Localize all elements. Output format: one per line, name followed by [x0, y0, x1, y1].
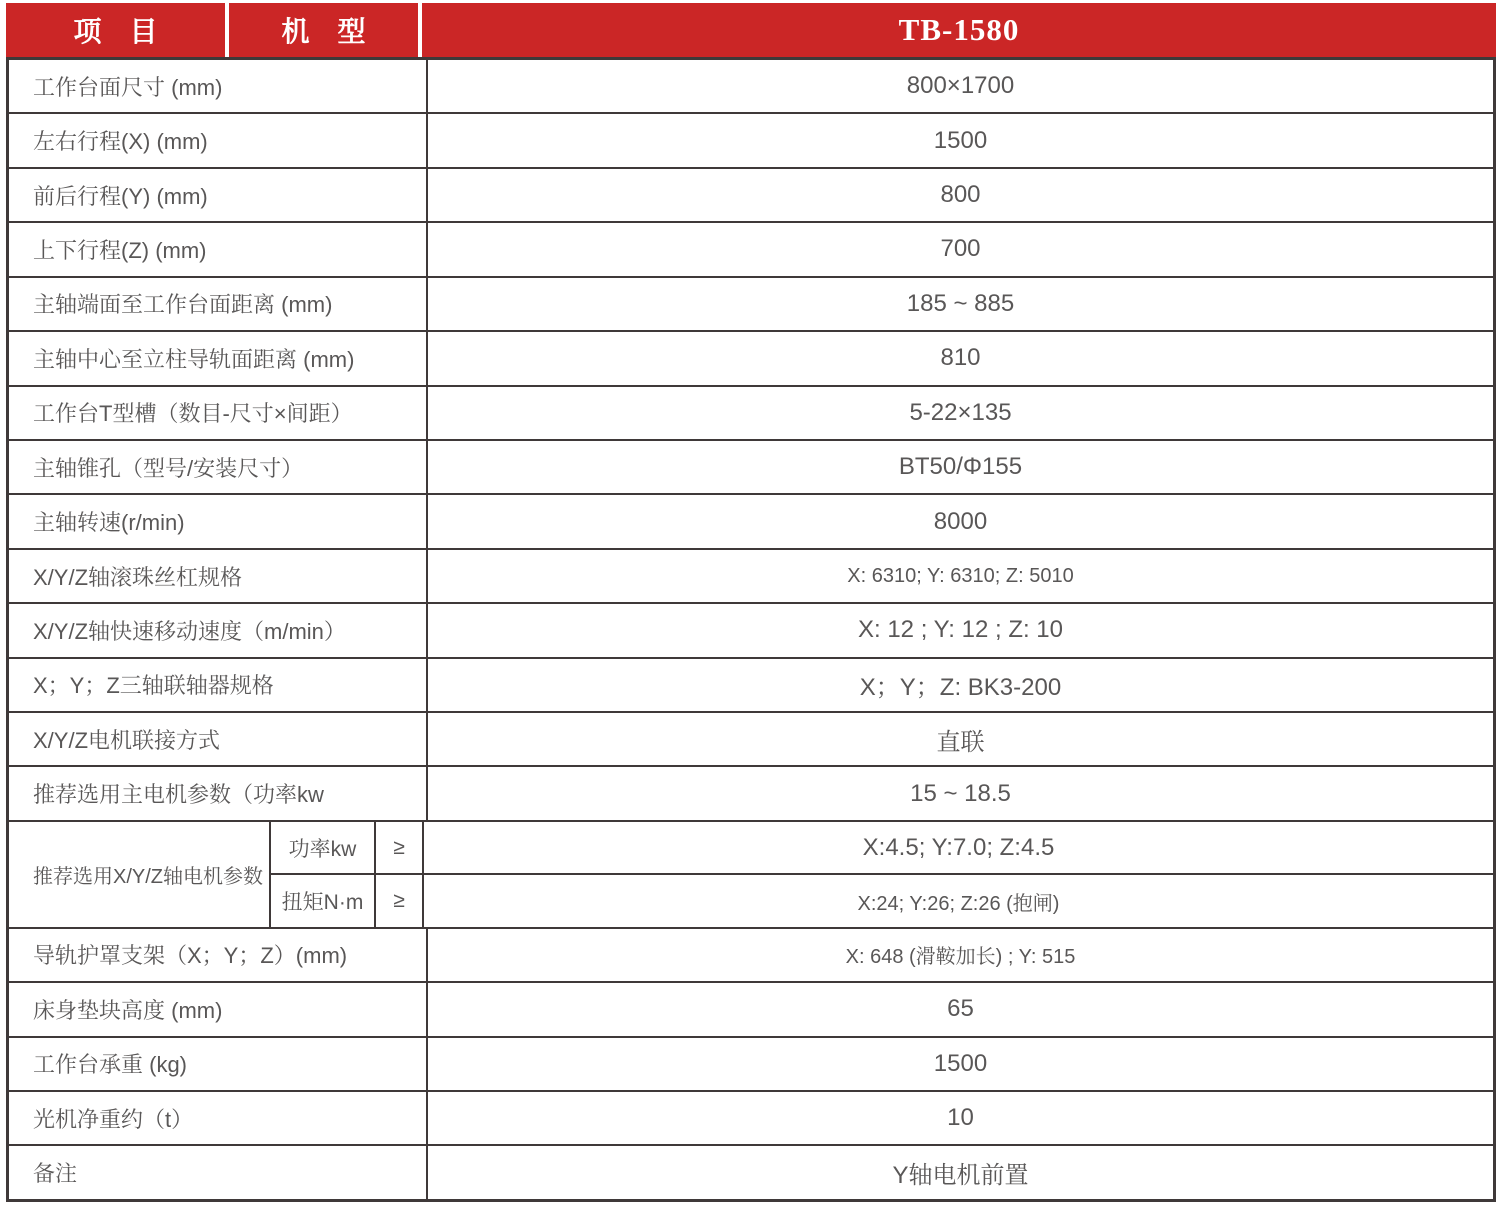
header-model-name: TB-1580	[898, 12, 1020, 47]
table-row	[9, 548, 1493, 602]
row-label: 推荐选用主电机参数（功率kw	[9, 767, 428, 819]
table-row	[9, 657, 1493, 711]
row-label: X/Y/Z轴滚珠丝杠规格	[9, 550, 428, 602]
row-label: X/Y/Z电机联接方式	[9, 713, 428, 765]
row-label: X；Y；Z三轴联轴器规格	[9, 659, 428, 711]
table-row	[9, 765, 1493, 819]
row-value: 直联	[936, 728, 985, 756]
motor-param-value: X:24; Y:26; Z:26 (抱闸)	[857, 892, 1060, 915]
row-label: 工作台T型槽（数目-尺寸×间距）	[9, 387, 428, 439]
motor-subrow	[271, 822, 1493, 873]
motor-param-value: X:4.5; Y:7.0; Z:4.5	[862, 833, 1055, 861]
table-row	[9, 330, 1493, 384]
row-label: X/Y/Z轴快速移动速度（m/min）	[9, 604, 428, 656]
row-label: 光机净重约（t）	[9, 1092, 428, 1144]
row-value: 700	[940, 235, 981, 263]
row-value: 800×1700	[906, 72, 1015, 100]
table-row	[9, 1144, 1493, 1198]
row-value: 65	[947, 995, 974, 1023]
table-row	[9, 981, 1493, 1035]
row-label: 主轴锥孔（型号/安装尺寸）	[9, 441, 428, 493]
table-header-row	[6, 3, 1496, 57]
motor-param-name: 功率kw	[271, 822, 376, 873]
table-row	[9, 167, 1493, 221]
table-row	[9, 1036, 1493, 1090]
row-value: 810	[940, 344, 981, 372]
gte-symbol: ≥	[376, 875, 424, 926]
table-row	[9, 112, 1493, 166]
row-label: 主轴端面至工作台面距离 (mm)	[9, 278, 428, 330]
row-value: 8000	[933, 507, 988, 535]
table-row	[9, 711, 1493, 765]
row-label: 左右行程(X) (mm)	[9, 114, 428, 166]
row-label: 前后行程(Y) (mm)	[9, 169, 428, 221]
table-row	[9, 60, 1493, 112]
spec-table	[6, 3, 1496, 1202]
row-value: X: 648 (滑鞍加长) ; Y: 515	[845, 946, 1076, 969]
row-value: 1500	[933, 1049, 988, 1077]
row-label: 床身垫块高度 (mm)	[9, 983, 428, 1035]
row-value: X: 6310; Y: 6310; Z: 5010	[847, 564, 1074, 587]
row-value: Y轴电机前置	[892, 1162, 1029, 1190]
row-value: 15 ~ 18.5	[910, 779, 1011, 807]
row-value: 5-22×135	[909, 398, 1012, 426]
row-value: 185 ~ 885	[906, 289, 1015, 317]
header-model-column: 机 型	[229, 3, 422, 57]
row-value: X；Y；Z: BK3-200	[859, 674, 1062, 702]
row-value: 1500	[933, 126, 988, 154]
row-label: 主轴中心至立柱导轨面距离 (mm)	[9, 332, 428, 384]
row-value: X: 12 ; Y: 12 ; Z: 10	[857, 616, 1064, 644]
motor-subrows	[271, 822, 1493, 927]
motor-subrow	[271, 873, 1493, 926]
row-label: 上下行程(Z) (mm)	[9, 223, 428, 275]
row-label: 工作台承重 (kg)	[9, 1038, 428, 1090]
table-row	[9, 439, 1493, 493]
gte-symbol: ≥	[376, 822, 424, 873]
table-row	[9, 927, 1493, 981]
row-label: 主轴转速(r/min)	[9, 495, 428, 547]
motor-params-group	[9, 820, 1493, 927]
spec-table-body	[6, 57, 1496, 1202]
table-row	[9, 276, 1493, 330]
table-row	[9, 385, 1493, 439]
row-value: 10	[947, 1104, 974, 1132]
row-value: BT50/Φ155	[898, 453, 1023, 481]
row-value: 800	[940, 181, 981, 209]
motor-group-label: 推荐选用X/Y/Z轴电机参数	[9, 822, 271, 927]
table-row	[9, 221, 1493, 275]
header-items-column: 项 目	[6, 3, 229, 57]
row-label: 导轨护罩支架（X；Y；Z）(mm)	[9, 929, 428, 981]
table-row	[9, 493, 1493, 547]
motor-param-name: 扭矩N·m	[271, 875, 376, 926]
table-row	[9, 1090, 1493, 1144]
row-label: 工作台面尺寸 (mm)	[9, 60, 428, 112]
row-label: 备注	[9, 1146, 428, 1198]
table-row	[9, 602, 1493, 656]
